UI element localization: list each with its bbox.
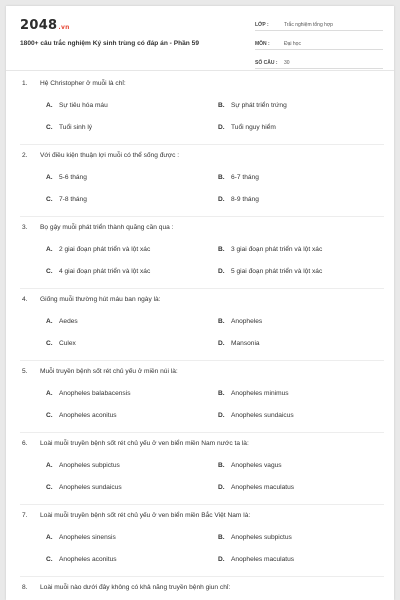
divider (20, 144, 384, 145)
option-b[interactable]: B. Sự phát triển trứng (218, 102, 287, 109)
question-text: Muỗi truyền bệnh sốt rét chủ yếu ở miền núi là: (40, 368, 178, 375)
option-c[interactable]: C. 4 giai đoạn phát triển và lột xác (46, 268, 151, 275)
option-d[interactable]: D. 8-9 tháng (218, 196, 259, 203)
question-4 (20, 296, 384, 358)
page-title: 1800+ câu trắc nghiệm Ký sinh trùng có đáp án - Phần 59 (20, 40, 199, 47)
quiz-sheet (6, 6, 394, 600)
question-7 (20, 512, 384, 574)
option-b[interactable]: B. Anopheles minimus (218, 390, 289, 397)
option-d[interactable]: D. Anopheles sundaicus (218, 412, 294, 419)
divider (20, 216, 384, 217)
option-c[interactable]: C. Tuổi sinh lý (46, 124, 93, 131)
question-number: 2. (22, 152, 28, 159)
options (20, 534, 384, 574)
option-a[interactable]: A. Aedes (46, 318, 78, 325)
divider (20, 576, 384, 577)
meta-label: SỐ CÂU : (255, 60, 278, 66)
option-a[interactable]: A. Anopheles balabacensis (46, 390, 131, 397)
question-text: Với điều kiện thuận lợi muỗi có thể sống được : (40, 152, 180, 159)
meta-row-class (255, 15, 383, 31)
question-number: 8. (22, 584, 28, 591)
meta-row-subject (255, 34, 383, 50)
options (20, 174, 384, 214)
question-5 (20, 368, 384, 430)
option-d[interactable]: D. Tuổi nguy hiểm (218, 124, 276, 131)
option-c[interactable]: C. Culex (46, 340, 76, 347)
question-8 (20, 584, 384, 596)
option-d[interactable]: D. Mansonia (218, 340, 260, 347)
meta-label: LỚP : (255, 22, 269, 28)
question-6 (20, 440, 384, 502)
option-b[interactable]: B. Anopheles vagus (218, 462, 282, 469)
meta-value: Trắc nghiệm tổng hợp (284, 22, 333, 28)
option-a[interactable]: A. Anopheles subpictus (46, 462, 120, 469)
divider (20, 360, 384, 361)
logo-tld: .vn (58, 24, 70, 31)
question-text: Bọ gậy muỗi phát triển thành quăng cần qua : (40, 224, 174, 231)
logo-text: 2048 (20, 18, 58, 33)
option-c[interactable]: C. Anopheles aconitus (46, 412, 117, 419)
option-b[interactable]: B. Anopheles subpictus (218, 534, 292, 541)
meta-value: 30 (284, 60, 290, 66)
option-d[interactable]: D. Anopheles maculatus (218, 484, 295, 491)
question-number: 5. (22, 368, 28, 375)
meta-label: MÔN : (255, 41, 270, 47)
options (20, 462, 384, 502)
option-b[interactable]: B. Anopheles (218, 318, 263, 325)
question-number: 3. (22, 224, 28, 231)
question-number: 7. (22, 512, 28, 519)
options (20, 246, 384, 286)
options (20, 102, 384, 142)
divider (20, 504, 384, 505)
page-header (6, 6, 394, 71)
question-3 (20, 224, 384, 286)
option-c[interactable]: C. 7-8 tháng (46, 196, 87, 203)
question-text: Loài muỗi truyền bệnh sốt rét chủ yếu ở ven biển miền Nam nước ta là: (40, 440, 249, 447)
options (20, 390, 384, 430)
site-logo[interactable] (20, 18, 70, 33)
divider (20, 288, 384, 289)
option-d[interactable]: D. 5 giai đoạn phát triển và lột xác (218, 268, 323, 275)
option-a[interactable]: A. 2 giai đoạn phát triển và lột xác (46, 246, 151, 253)
question-text: Giống muỗi thường hút máu ban ngày là: (40, 296, 161, 303)
meta-value: Đại học (284, 41, 301, 47)
options (20, 318, 384, 358)
option-d[interactable]: D. Anopheles maculatus (218, 556, 295, 563)
question-number: 4. (22, 296, 28, 303)
question-number: 1. (22, 80, 28, 87)
question-text: Hệ Christopher ở muỗi là chỉ: (40, 80, 126, 87)
divider (20, 432, 384, 433)
question-number: 6. (22, 440, 28, 447)
option-b[interactable]: B. 6-7 tháng (218, 174, 259, 181)
question-text: Loài muỗi truyền bệnh sốt rét chủ yếu ở ven biển miền Bắc Việt Nam là: (40, 512, 251, 519)
option-c[interactable]: C. Anopheles aconitus (46, 556, 117, 563)
option-a[interactable]: A. Anopheles sinensis (46, 534, 116, 541)
option-a[interactable]: A. 5-6 tháng (46, 174, 87, 181)
option-b[interactable]: B. 3 giai đoạn phát triển và lột xác (218, 246, 323, 253)
meta-row-count (255, 53, 383, 69)
option-a[interactable]: A. Sự tiêu hóa máu (46, 102, 108, 109)
question-text: Loài muỗi nào dưới đây không có khả năng truyền bệnh giun chỉ: (40, 584, 231, 591)
question-2 (20, 152, 384, 214)
question-1 (20, 80, 384, 142)
quiz-meta (255, 15, 383, 72)
option-c[interactable]: C. Anopheles sundaicus (46, 484, 122, 491)
